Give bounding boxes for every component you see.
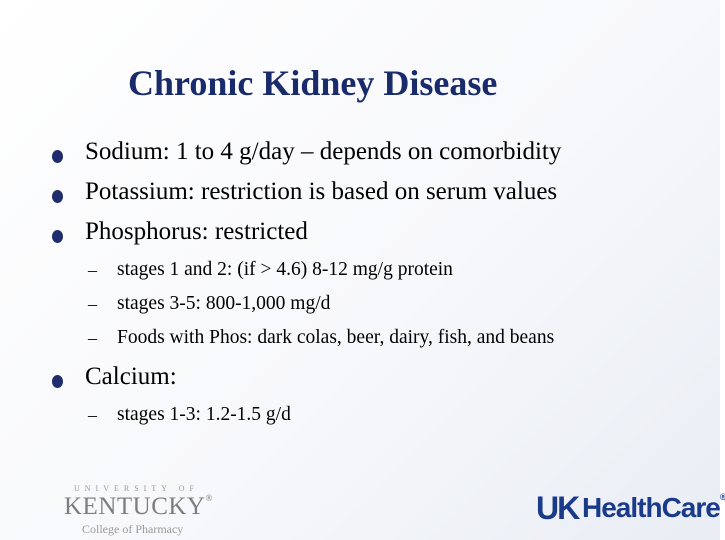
uk-healthcare-logo-text: HealthCare® [582, 492, 725, 523]
uk-healthcare-logo-mark: UK [536, 490, 579, 526]
dash-icon: – [88, 294, 97, 314]
sub-bullet-calcium-stage13: stages 1-3: 1.2-1.5 g/d [117, 404, 291, 425]
sub-bullet-phos-stage12: stages 1 and 2: (if > 4.6) 8-12 mg/g protein [117, 259, 453, 280]
bullet-dot-icon [52, 375, 63, 388]
bullet-potassium: Potassium: restriction is based on serum values [85, 178, 558, 205]
uk-logo-top-text: UNIVERSITY OF [74, 484, 199, 493]
uk-logo-name: KENTUCKY® [64, 493, 213, 520]
bullet-dot-icon [52, 190, 63, 203]
dash-icon: – [88, 328, 97, 348]
sub-bullet-phos-stage35: stages 3-5: 800-1,000 mg/d [117, 293, 331, 314]
sub-bullet-phos-foods: Foods with Phos: dark colas, beer, dairy, fish, and beans [117, 327, 555, 348]
bullet-sodium: Sodium: 1 to 4 g/day – depends on comorbidity [85, 138, 562, 165]
bullet-dot-icon [52, 150, 63, 163]
uk-healthcare-logo [536, 490, 725, 532]
bullet-calcium: Calcium: [85, 363, 177, 390]
slide-title: Chronic Kidney Disease [128, 63, 498, 103]
bullet-dot-icon [52, 230, 63, 243]
dash-icon: – [88, 260, 97, 280]
bullet-phosphorus: Phosphorus: restricted [85, 218, 308, 245]
uk-pharmacy-logo [60, 480, 213, 540]
dash-icon: – [88, 405, 97, 425]
uk-logo-college: College of Pharmacy [82, 522, 184, 536]
